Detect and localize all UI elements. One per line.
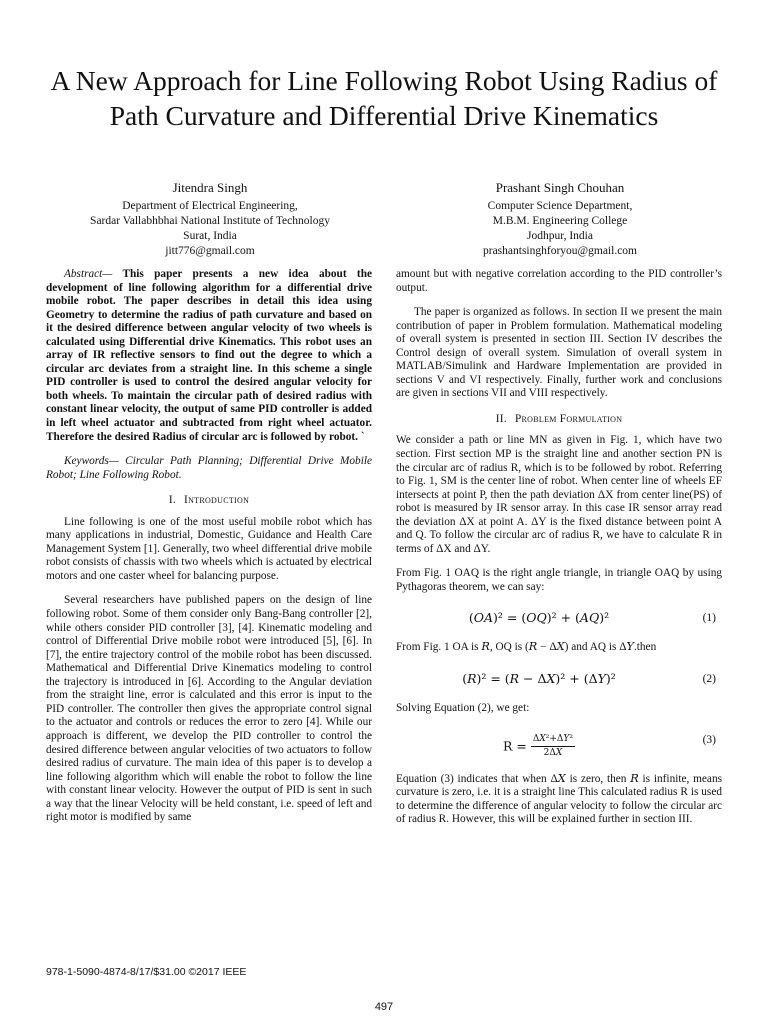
abstract-text: This paper presents a new idea about the development of line following algorithm for a differential drive mobile robot. The paper describes in detail this idea using Geometry to determine the radius of path curvature and based on it the desired difference between angular velocity of two wheels is calculated using Differential drive Kinematics. This robot uses an array of IR reflective sensors to find out the degree to which a circular arc deviates from a straight line. In this scheme a single PID controller is used to control the desired angular velocity for both wheels. To maintain the circular path of desired radius with constant linear velocity, the output of same PID controller is added in left wheel actuator and subtracted from right wheel actuator. Therefore the desired Radius of circular arc is followed by robot. ` (46, 268, 372, 443)
section-title: Introduction (184, 494, 250, 507)
section-title: Problem Formulation (514, 412, 623, 425)
body-paragraph: From Fig. 1 OA is 𝑅, OQ is (𝑅 − Δ𝑋) and AQ is Δ𝑌.then (396, 641, 657, 654)
author-block-1 (45, 180, 375, 259)
section-heading (46, 494, 372, 508)
equation-1 (396, 605, 722, 635)
right-column (396, 268, 722, 838)
section-number: I. (168, 494, 177, 507)
keywords: Keywords— Circular Path Planning; Differential Drive Mobile Robot; Line Following Robot. (46, 455, 372, 481)
abstract (46, 268, 372, 444)
equation-number: (2) (702, 673, 716, 686)
fraction-denominator: 2Δ𝑋 (543, 748, 563, 759)
equation-2 (396, 666, 722, 696)
author-email: prashantsinghforyou@gmail.com (483, 245, 637, 257)
body-paragraph: From Fig. 1 OAQ is the right angle triangle, in triangle OAQ by using Pythagoras theorem, we can say: (396, 567, 722, 593)
body-paragraph: Solving Equation (2), we get: (396, 702, 530, 715)
left-column (46, 268, 372, 836)
copyright-footer: 978-1-5090-4874-8/17/$31.00 ©2017 IEEE (46, 966, 247, 978)
equation-expression: (𝑅)² = (𝑅 − Δ𝑋)² + (Δ𝑌)² (462, 671, 616, 687)
author-name: Prashant Singh Chouhan (495, 180, 625, 195)
author-affiliation: Sardar Vallabhbhai National Institute of Technology (90, 215, 330, 227)
body-paragraph: The paper is organized as follows. In section II we present the main contribution of paper in Problem formulation. Mathematical modeling of overall system is presented in section III. Section IV describes the Control design of overall system. Simulation of overall system in MATLAB/Simulink and Hardware Implementation are provided in sections V and VI respectively. Finally, further work and conclusions are given in sections VII and VIII respectively. (396, 306, 722, 400)
author-affiliation: Computer Science Department, (487, 200, 633, 212)
equation-fraction (531, 733, 575, 761)
author-location: Jodhpur, India (527, 230, 593, 242)
body-paragraph: We consider a path or line MN as given in Fig. 1, which have two section. First section MP is the straight line and another section PN is the circular arc of radius R, which is to be followed by robot. Referring to Fig. 1, SM is the center line of robot. When center line of wheels EF intersects at point P, then the path deviation ΔX from center line(PS) of robot is measured by IR sensor array. In this case IR sensor array read the deviation ΔX at point A. ΔY is the fixed distance between point A and Q. To follow the circular arc of radius R, we have to calculate R in terms of ΔX and ΔY. (396, 434, 722, 555)
equation-lhs: R = (503, 738, 527, 754)
equation-number: (1) (702, 612, 716, 625)
body-paragraph: Equation (3) indicates that when Δ𝑋 is zero, then 𝑅 is infinite, means curvature is zero, i.e. it is a straight line This calculated radius R is used to determine the difference of angular velocity to follow the circular arc of radius R. However, this will be explained further in section III. (396, 772, 722, 826)
author-block-2 (395, 180, 725, 259)
author-email: jitt776@gmail.com (165, 245, 255, 257)
paper-title: A New Approach for Line Following Robot Using Radius of Path Curvature and Differential Drive Kinematics (50, 65, 718, 131)
body-paragraph: amount but with negative correlation according to the PID controller’s output. (396, 268, 722, 294)
equation-number: (3) (702, 733, 716, 746)
equation-expression: (𝑂𝐴)² = (𝑂𝑄)² + (𝐴𝑄)² (468, 610, 610, 626)
author-location: Surat, India (183, 230, 237, 242)
equation-3 (396, 727, 722, 767)
section-number: II. (495, 412, 507, 425)
abstract-lead: Abstract— (64, 268, 113, 280)
author-affiliation: Department of Electrical Engineering, (122, 200, 298, 212)
body-paragraph: Line following is one of the most useful mobile robot which has many applications in industrial, Domestic, Guidance and Health Care Management System [1]. Generally, two wheel differential drive mobile robot consists of chassis with two wheels which is actuated by electrical motors and one caster wheel for balancing purpose. (46, 515, 372, 582)
fraction-numerator: Δ𝑋²+Δ𝑌² (531, 733, 575, 748)
page-number: 497 (374, 1001, 394, 1013)
author-affiliation: M.B.M. Engineering College (492, 215, 628, 227)
author-name: Jitendra Singh (172, 180, 248, 195)
section-heading (396, 413, 722, 427)
body-paragraph: Several researchers have published papers on the design of line following robot. Some of them consider only Bang-Bang controller [2], while others consider PID controller [3], [4]. Kinematic modeling and control of Differential Drive mobile robot were introduced [5], [6]. In [7], the entire trajectory control of the mobile robot has been discussed. Mathematical and Differential Drive Kinematics modeling to control the trajectory is introduced in [6]. According to the Angular deviation from the straight line, error is calculated and this error is input to the PID controller. The controller then gives the appropriate control signal to the actuator and controls or reduces the error to zero [4]. While our approach is different, we develop the PID controller to control the desired difference between angular velocities of two actuators to follow desired radius of curvature. The main idea of this paper is to develop a line following algorithm which will enable the robot to follow the line with constant linear velocity. However the output of PID is sent in such a way that the linear Velocity will be held constant, i.e. speed of left and right motor is modified by same (46, 594, 372, 824)
equation-expression (396, 733, 682, 761)
